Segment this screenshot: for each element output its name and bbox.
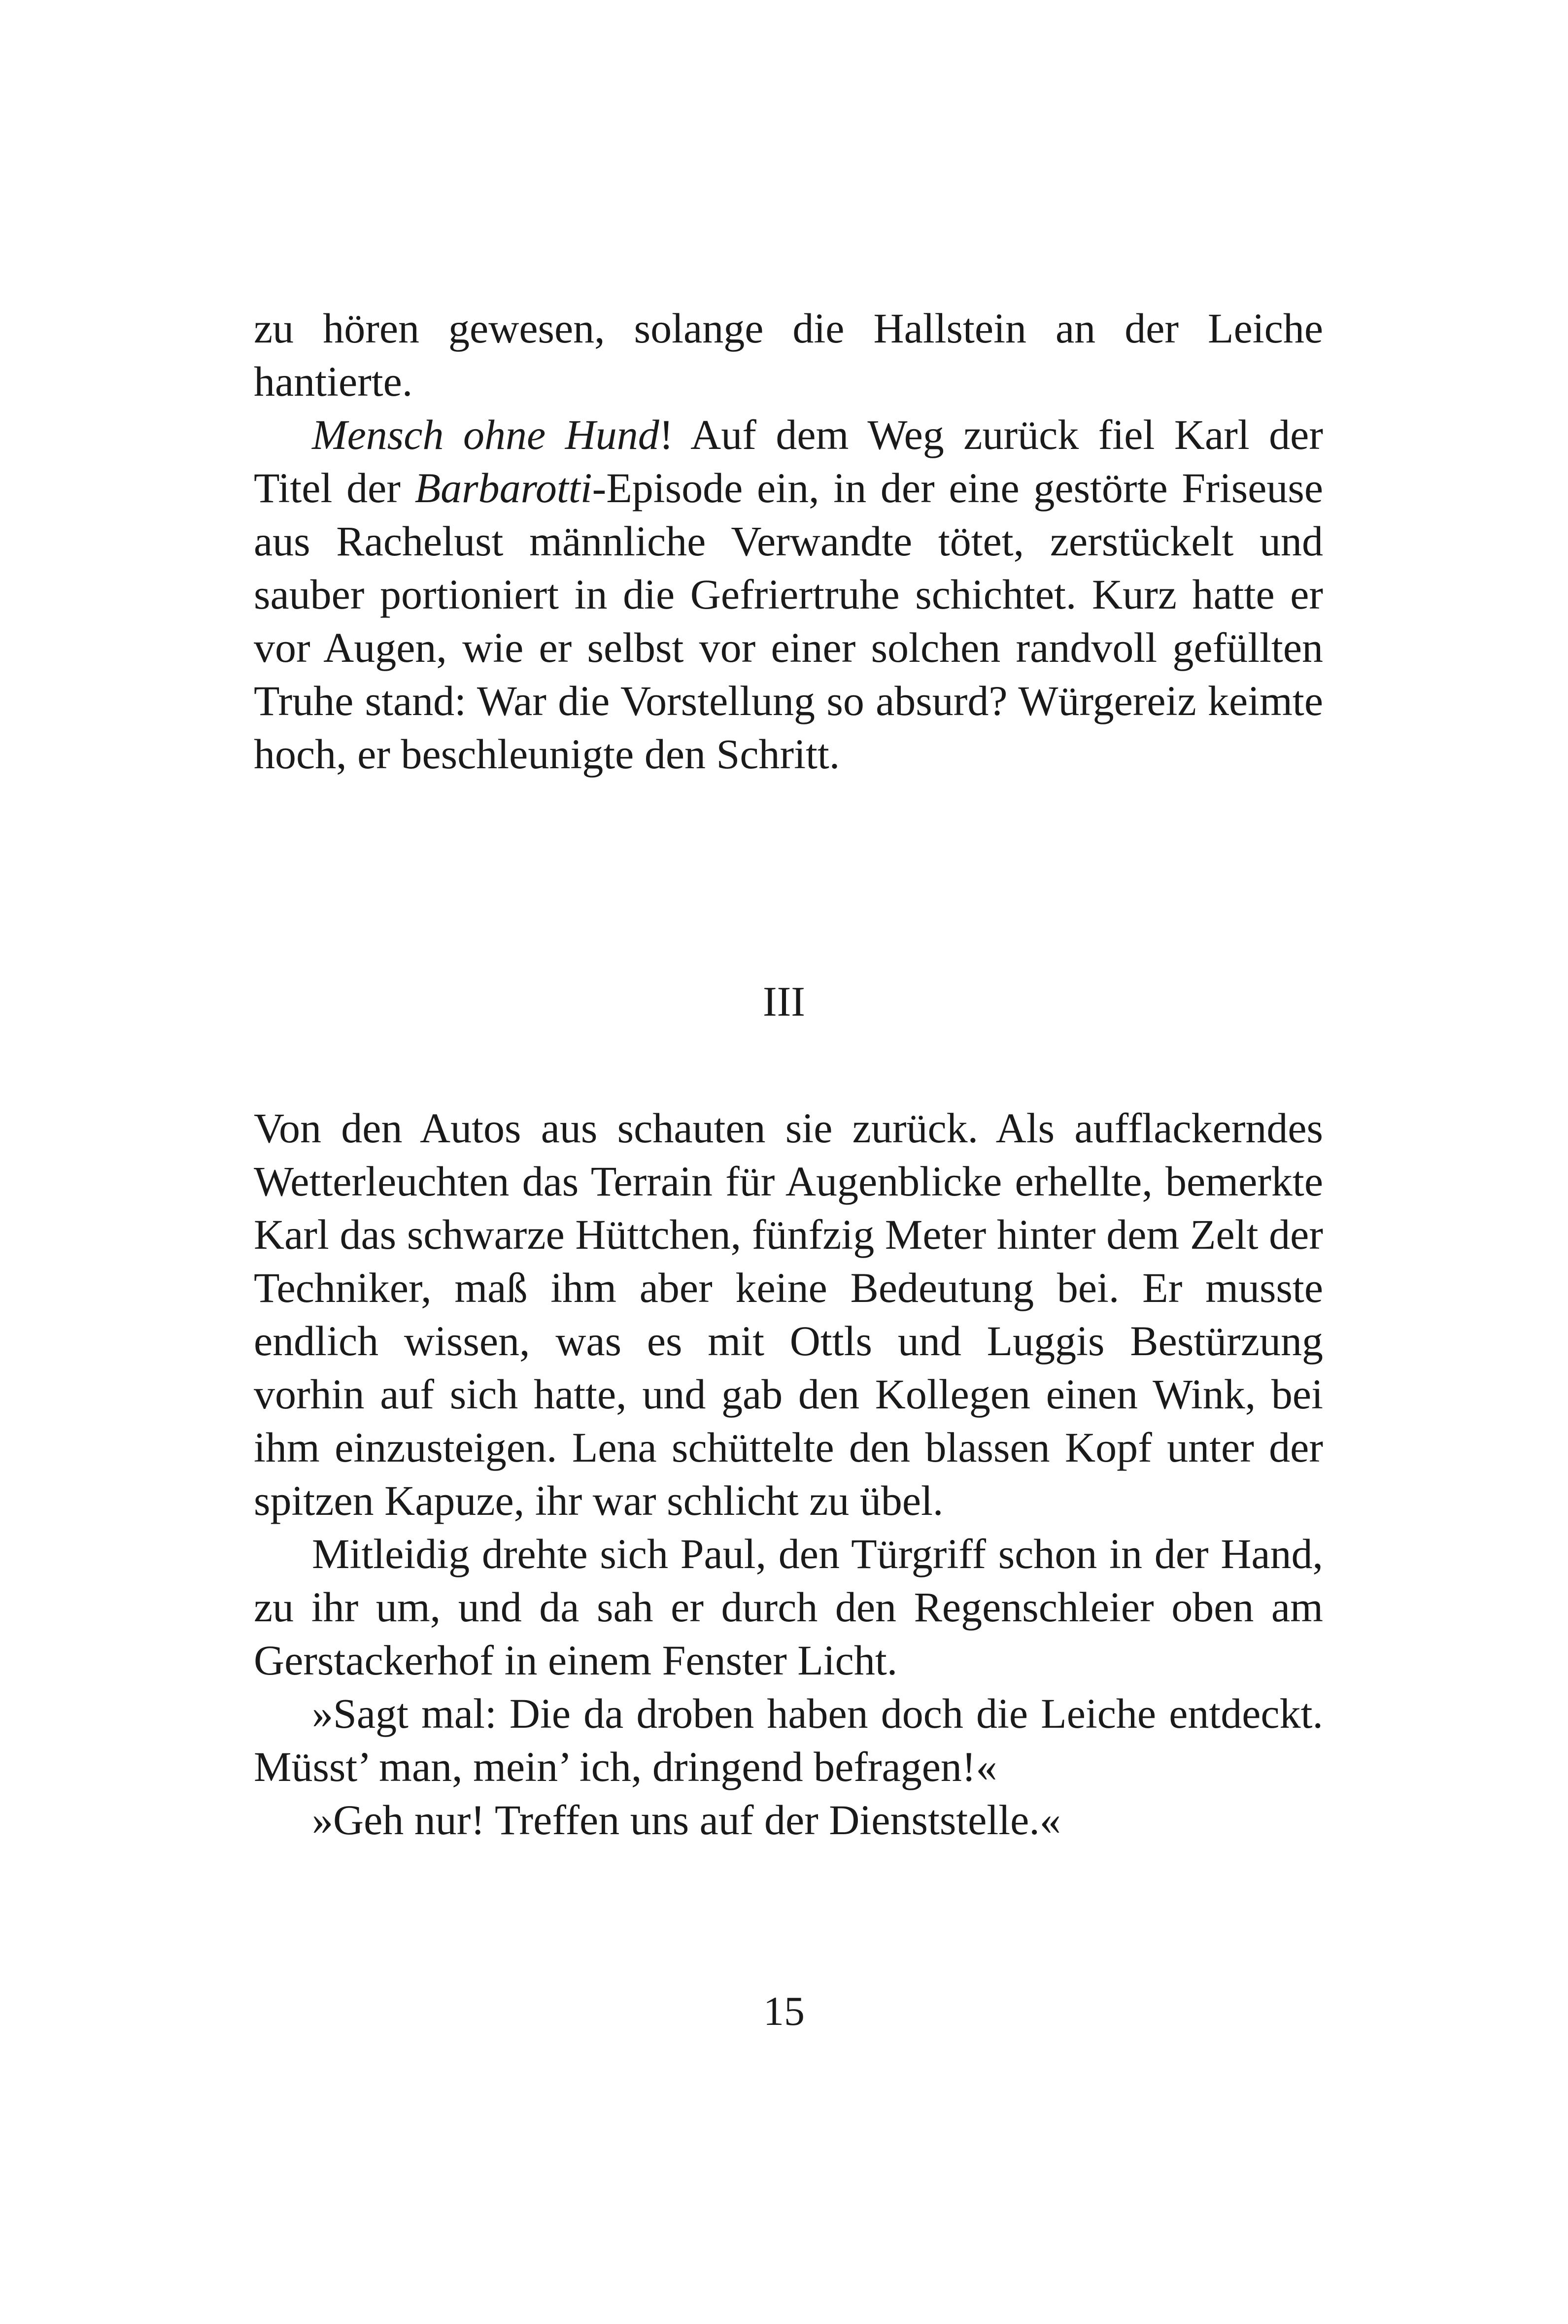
paragraph-text: -Episode ein, in der eine gestörte Friseuse aus Rachelust männliche Verwandte tötet, zerstückelt und sauber portioniert in die Gefriertruhe schichtet. Kurz hatte er vor Augen, wie er selbst vor einer solchen randvoll gefüllten Truhe stand: War die Vorstellung so absurd? Würgereiz keimte hoch, er beschleunigte den Schritt.	[254, 464, 1323, 778]
paragraph	[254, 408, 1323, 781]
text-section-bottom	[254, 1101, 1323, 1846]
paragraph: »Geh nur! Treffen uns auf der Dienststelle.«	[312, 1796, 1061, 1844]
paragraph-text: ! Auf dem Weg zurück fiel Karl der Titel der	[254, 411, 1323, 512]
paragraph: »Sagt mal: Die da droben haben doch die Leiche entdeckt. Müsst’ man, mein’ ich, dringend befragen!«	[254, 1690, 1323, 1790]
chapter-heading: III	[763, 978, 805, 1025]
italic-title: Barbarotti	[414, 464, 592, 512]
italic-title: Mensch ohne Hund	[312, 411, 659, 458]
paragraph: Von den Autos aus schauten sie zurück. Als aufflackerndes Wetterleuchten das Terrain für Augenblicke erhellte, bemerkte Karl das schwarze Hüttchen, fünfzig Meter hinter dem Zelt der Techniker, maß ihm aber keine Bedeutung bei. Er musste endlich wissen, was es mit Ottls und Luggis Bestürzung vorhin auf sich hatte, und gab den Kollegen einen Wink, bei ihm einzusteigen. Lena schüttelte den blassen Kopf unter der spitzen Kapuze, ihr war schlicht zu übel.	[254, 1104, 1323, 1524]
paragraph: Mitleidig drehte sich Paul, den Türgriff schon in der Hand, zu ihr um, und da sah er durch den Regenschleier oben am Gerstackerhof in einem Fenster Licht.	[254, 1530, 1323, 1684]
text-section-top	[254, 302, 1323, 781]
paragraph: zu hören gewesen, solange die Hallstein an der Leiche hantierte.	[254, 305, 1323, 405]
page-number: 15	[763, 1988, 805, 2034]
